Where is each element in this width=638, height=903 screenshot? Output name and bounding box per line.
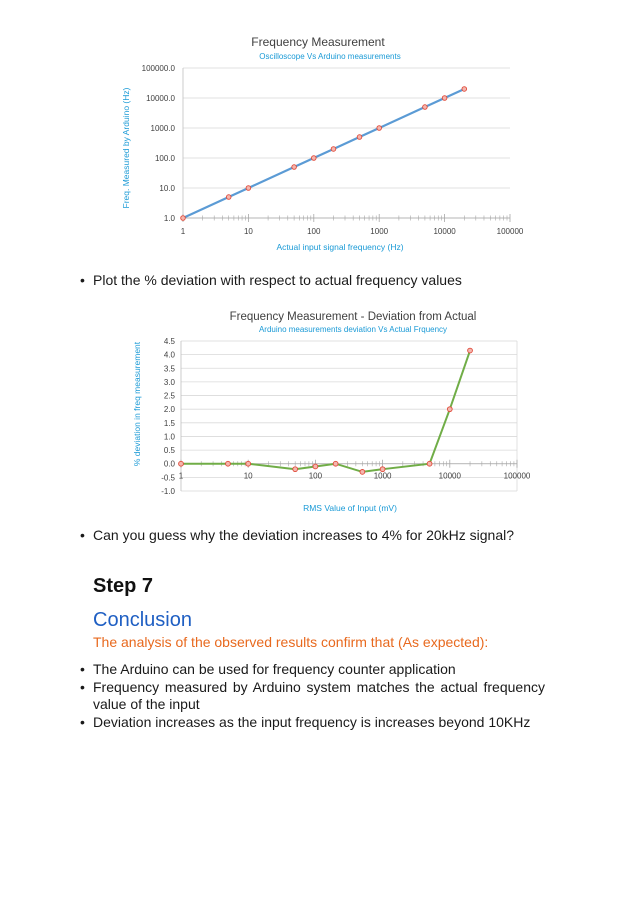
chart2-series-line bbox=[181, 351, 470, 472]
chart2-data-point bbox=[293, 467, 298, 472]
chart1-ytick-label: 100.0 bbox=[154, 154, 175, 163]
chart2-xtick-label: 10 bbox=[243, 471, 253, 481]
bullet-plot-deviation: • Plot the % deviation with respect to actual frequency values bbox=[93, 272, 545, 289]
chart2-xtick-label: 10000 bbox=[438, 471, 461, 481]
chart2-ytick-label: -1.0 bbox=[161, 487, 175, 496]
chart2-ytick-label: 0.0 bbox=[163, 459, 175, 469]
chart2-ytick-label: 1.5 bbox=[163, 418, 175, 428]
chart1-xtick-label: 1000 bbox=[370, 227, 389, 236]
chart2-ytick-label: 2.5 bbox=[163, 391, 175, 401]
chart1-xtick-label: 1 bbox=[180, 227, 186, 236]
conclusion-item-1: • The Arduino can be used for frequency counter application bbox=[93, 661, 545, 678]
chart1-xtick-label: 100000 bbox=[496, 227, 524, 236]
chart2-xtick-label: 100 bbox=[308, 471, 323, 481]
chart1-ytick-label: 1.0 bbox=[163, 214, 175, 223]
chart1-xtick-label: 10000 bbox=[433, 227, 456, 236]
chart2-data-point bbox=[179, 461, 184, 466]
chart2-xlabel: RMS Value of Input (mV) bbox=[303, 503, 397, 513]
chart1-title: Frequency Measurement bbox=[251, 35, 385, 49]
chart2-data-point bbox=[427, 461, 432, 466]
chart2-ytick-label: 0.5 bbox=[163, 446, 175, 456]
conclusion-heading: Conclusion bbox=[93, 609, 192, 631]
bullet-guess-question: • Can you guess why the deviation increases to 4% for 20kHz signal? bbox=[93, 527, 545, 544]
chart2-data-point bbox=[313, 464, 318, 469]
step-heading: Step 7 bbox=[93, 575, 154, 597]
chart1-ytick-label: 100000.0 bbox=[141, 64, 175, 73]
chart2-data-point bbox=[246, 461, 251, 466]
chart1-subtitle: Oscilloscope Vs Arduino measurements bbox=[259, 52, 401, 61]
chart2-ytick-label: 4.0 bbox=[163, 350, 175, 360]
chart1-xtick-label: 10 bbox=[243, 227, 253, 236]
chart2-ytick-label: -0.5 bbox=[161, 473, 175, 483]
chart2-ytick-label: 3.0 bbox=[163, 377, 175, 387]
chart1-xtick-label: 100 bbox=[307, 227, 321, 236]
chart1-ylabel: Freq. Measured by Arduino (Hz) bbox=[121, 87, 131, 209]
chart1-ytick-label: 10000.0 bbox=[146, 94, 175, 103]
chart1-xlabel: Actual input signal frequency (Hz) bbox=[276, 242, 404, 252]
chart2-data-point bbox=[447, 407, 452, 412]
chart2-title: Frequency Measurement - Deviation from Actual bbox=[229, 311, 477, 323]
chart2-ytick-label: 3.5 bbox=[163, 364, 175, 374]
conclusion-intro: The analysis of the observed results confirm that (As expected): bbox=[93, 634, 489, 650]
chart2-xtick-label: 100000 bbox=[503, 471, 531, 481]
chart2-xtick-label: 1 bbox=[178, 471, 184, 481]
chart2-data-point bbox=[380, 467, 385, 472]
chart2-ytick-label: 1.0 bbox=[163, 432, 175, 442]
chart1-ytick-label: 1000.0 bbox=[150, 124, 175, 133]
conclusion-item-3: • Deviation increases as the input frequency is increases beyond 10KHz bbox=[93, 714, 545, 731]
chart2-ylabel: % deviation in freq measurement bbox=[132, 341, 142, 467]
chart2-data-point bbox=[226, 461, 231, 466]
chart2-xtick-label: 1000 bbox=[373, 471, 392, 481]
chart1-ytick-label: 10.0 bbox=[159, 184, 175, 193]
chart2-subtitle: Arduino measurements deviation Vs Actual Frquency bbox=[258, 325, 448, 334]
chart2-ytick-label: 4.5 bbox=[163, 337, 175, 346]
chart2-ytick-label: 2.0 bbox=[163, 405, 175, 415]
chart2-data-point bbox=[360, 470, 365, 475]
conclusion-item-2: • Frequency measured by Arduino system matches the actual frequency value of the input bbox=[93, 679, 545, 713]
chart2-data-point bbox=[468, 348, 473, 353]
chart2-data-point bbox=[333, 461, 338, 466]
